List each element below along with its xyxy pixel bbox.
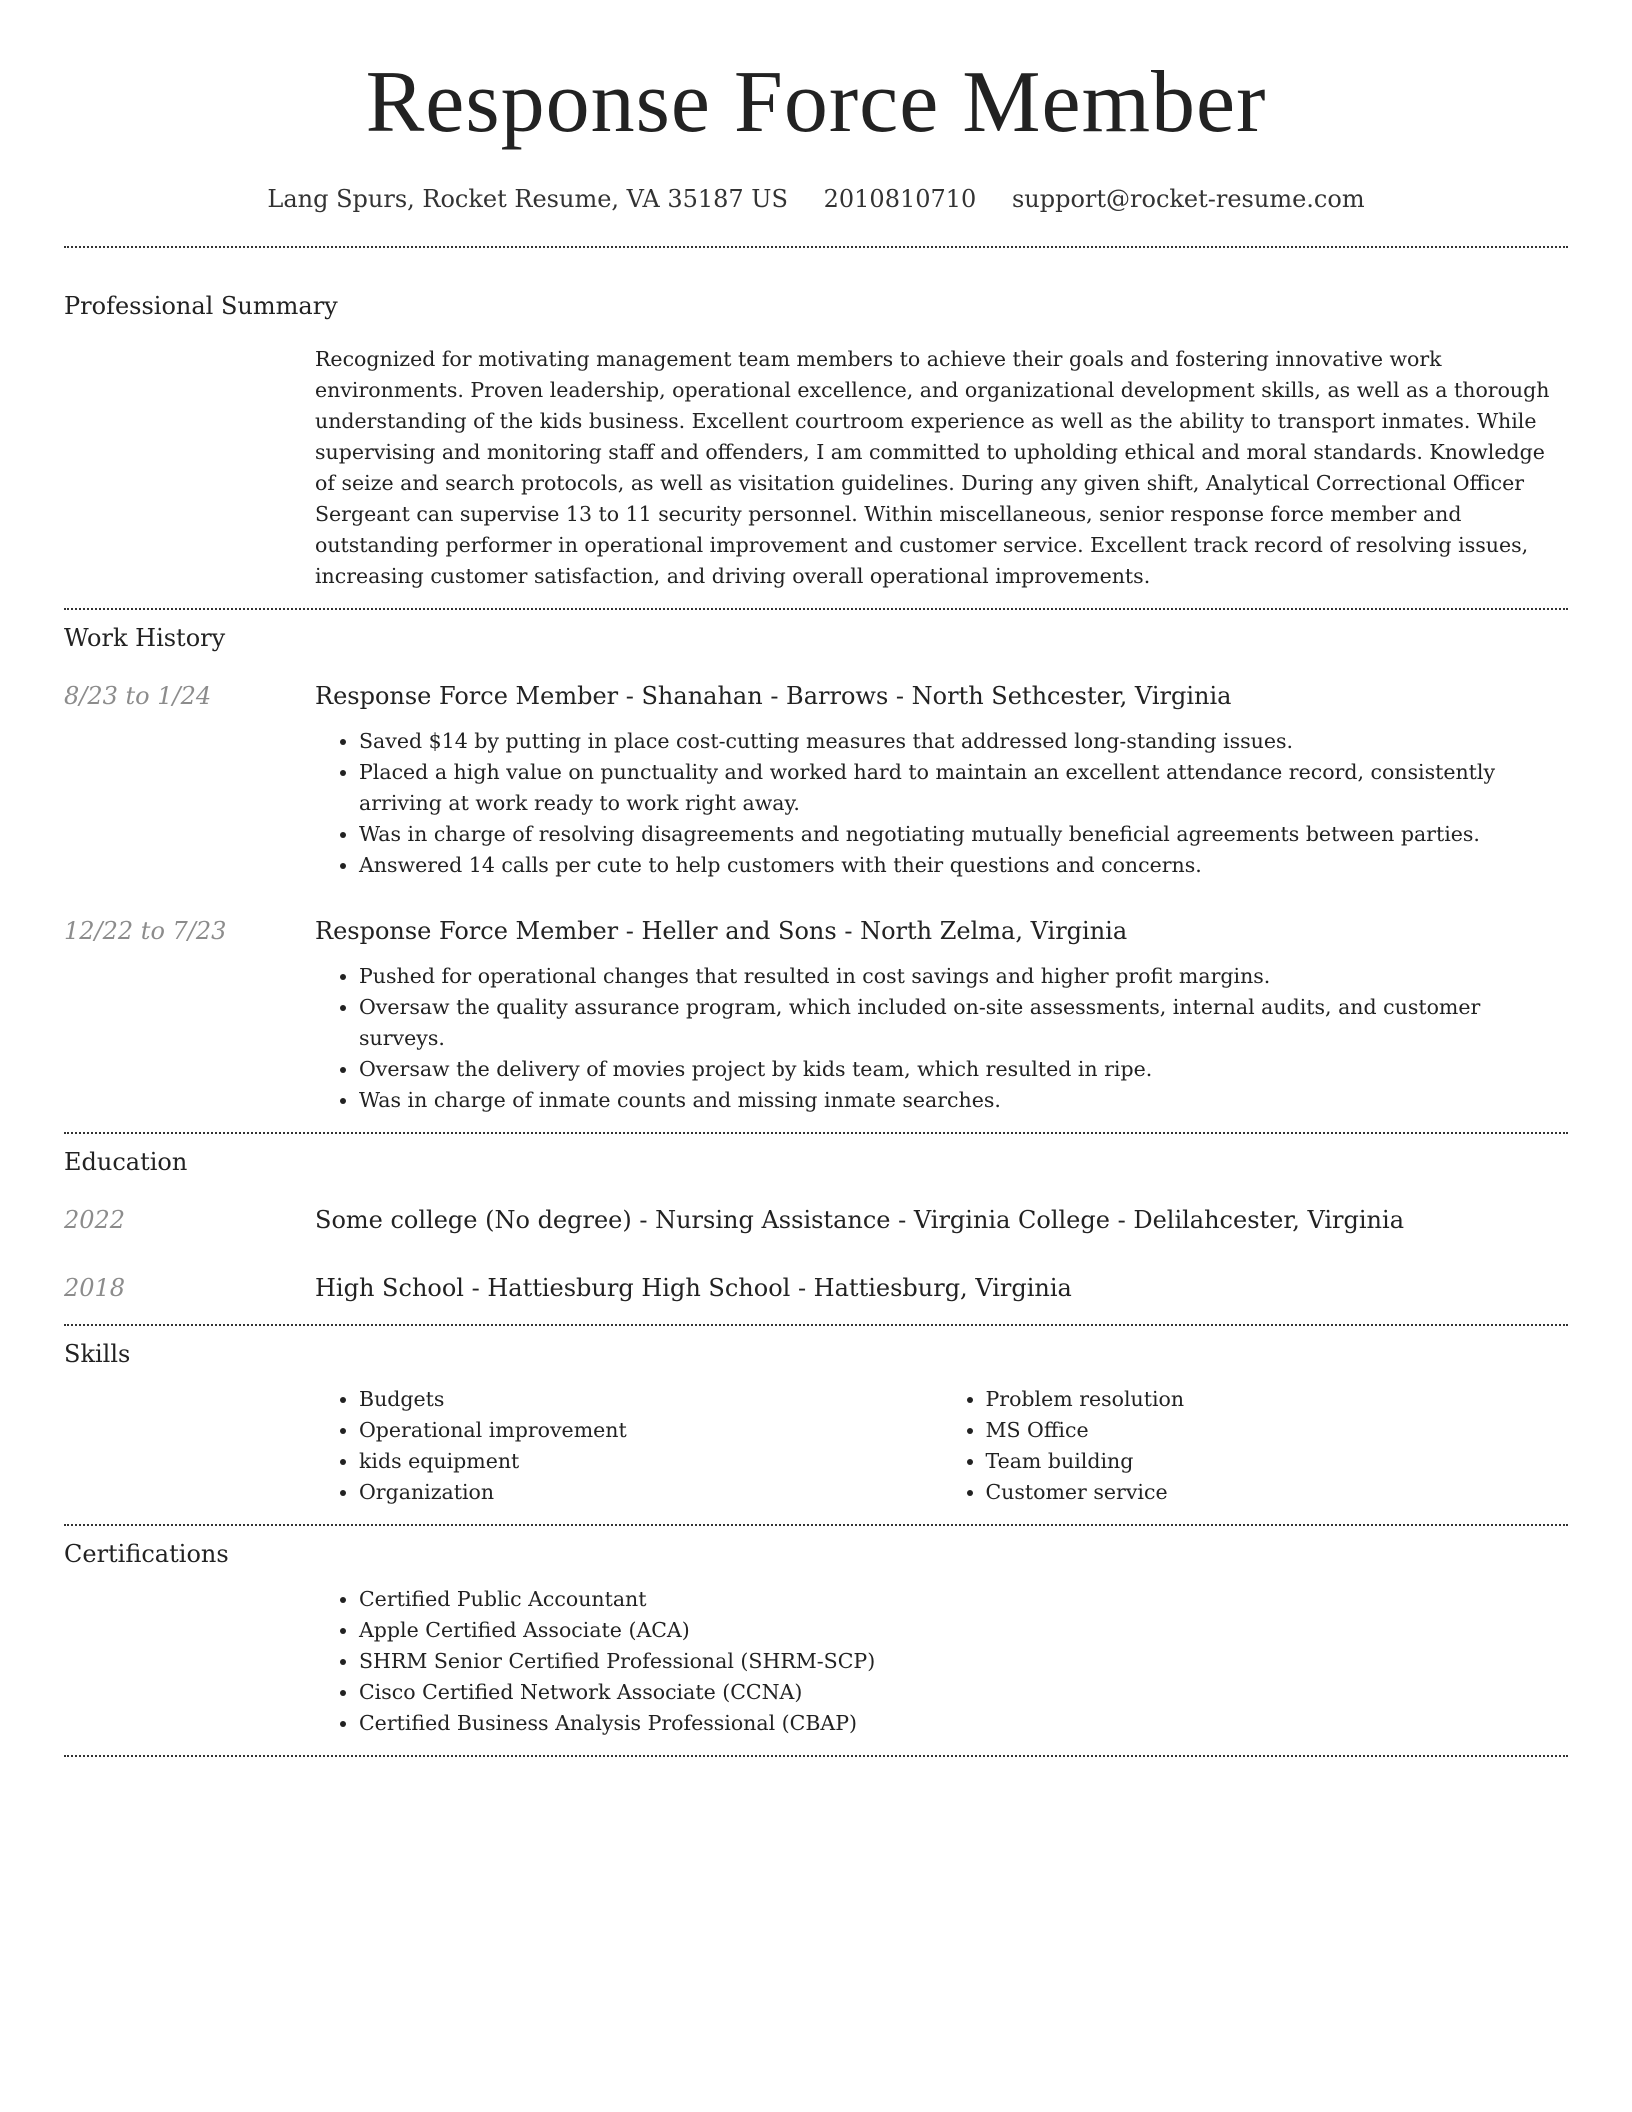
divider [64, 1324, 1568, 1326]
resume-name: Response Force Member [365, 54, 1267, 151]
education-year: 2022 [64, 1206, 126, 1234]
certifications-row [64, 1570, 1568, 1739]
job-role: Response Force Member [315, 917, 619, 945]
list-item: • Pushed for operational changes that resulted in cost savings and higher profit margins. [359, 961, 1568, 992]
work-section [64, 622, 1568, 1132]
divider [64, 1524, 1568, 1526]
education-degree: Some college (No degree) - Nursing Assistance [315, 1206, 891, 1234]
divider [64, 608, 1568, 610]
education-section [64, 1146, 1568, 1304]
list-item: • Oversaw the delivery of movies project by kids team, which resulted in ripe. [359, 1054, 1568, 1085]
job-dates: 8/23 to 1/24 [64, 682, 212, 710]
summary-spacer [64, 322, 315, 608]
skills-row [64, 1370, 1568, 1508]
list-item: • Certified Public Accountant [359, 1584, 1568, 1615]
certifications-spacer [64, 1570, 315, 1739]
list-item: • Budgets [359, 1384, 942, 1415]
job-details: - Shanahan - Barrows - North Sethcester, Virginia [618, 682, 1232, 710]
certifications-body [315, 1570, 1568, 1739]
job-heading [315, 680, 1568, 712]
summary-body [315, 322, 1568, 608]
list-item: • Was in charge of resolving disagreements and negotiating mutually beneficial agreements between parties. [359, 819, 1568, 850]
education-details: - Virginia College - Delilahcester, Virginia [890, 1206, 1404, 1234]
summary-row [64, 322, 1568, 608]
list-item: • Oversaw the quality assurance program, which included on-site assessments, internal audits, and customer surveys. [359, 992, 1568, 1054]
job-entry [64, 680, 1568, 881]
job-body [315, 915, 1568, 1132]
contact-email: support@rocket-resume.com [1011, 185, 1365, 213]
job-dates: 12/22 to 7/23 [64, 917, 227, 945]
list-item: • Organization [359, 1477, 942, 1508]
certifications-list [315, 1584, 1568, 1739]
list-item: • kids equipment [359, 1446, 942, 1477]
contact-address: Lang Spurs, Rocket Resume, VA 35187 US [267, 185, 788, 213]
list-item: • Apple Certified Associate (ACA) [359, 1615, 1568, 1646]
list-item: • SHRM Senior Certified Professional (SHRM-SCP) [359, 1646, 1568, 1677]
divider [64, 246, 1568, 248]
certifications-title: Certifications [64, 1540, 229, 1568]
education-entry [64, 1204, 1568, 1236]
list-item: • Team building [986, 1446, 1569, 1477]
education-title: Education [64, 1148, 188, 1176]
work-title: Work History [64, 624, 226, 652]
education-details: - Hattiesburg High School - Hattiesburg, Virginia [463, 1274, 1072, 1302]
divider [64, 1755, 1568, 1757]
list-item: • Customer service [986, 1477, 1569, 1508]
education-heading [315, 1204, 1568, 1236]
job-entry [64, 915, 1568, 1132]
list-item: • Placed a high value on punctuality and worked hard to maintain an excellent attendance record, consistently arriving at work ready to work right away. [359, 757, 1568, 819]
summary-text: Recognized for motivating management team members to achieve their goals and fostering innovative work environments. Proven leadership, operational excellence, and organizational development skills, as well as a thorough understanding of the kids business. Excellent courtroom experience as well as the ability to transport inmates. While supervising and monitoring staff and offenders, I am committed to upholding ethical and moral standards. Knowledge of seize and search protocols, as well as visitation guidelines. During any given shift, Analytical Correctional Officer Sergeant can supervise 13 to 11 security personnel. Within miscellaneous, senior response force member and outstanding performer in operational improvement and customer service. Excellent track record of resolving issues, increasing customer satisfaction, and driving overall operational improvements. [315, 347, 1550, 588]
job-bullets [315, 961, 1568, 1116]
list-item: • Operational improvement [359, 1415, 942, 1446]
list-item: • Certified Business Analysis Professional (CBAP) [359, 1708, 1568, 1739]
education-heading [315, 1272, 1568, 1304]
job-role: Response Force Member [315, 682, 619, 710]
summary-section [64, 290, 1568, 608]
skills-spacer [64, 1370, 315, 1508]
list-item: • Problem resolution [986, 1384, 1569, 1415]
job-body [315, 680, 1568, 881]
education-year: 2018 [64, 1274, 126, 1302]
education-entry [64, 1272, 1568, 1304]
skills-list-left [315, 1384, 942, 1508]
contact-line [64, 182, 1568, 216]
skills-section [64, 1338, 1568, 1508]
summary-title: Professional Summary [64, 292, 338, 320]
job-details: - Heller and Sons - North Zelma, Virginia [618, 917, 1128, 945]
certifications-section [64, 1538, 1568, 1739]
skills-columns [315, 1370, 1568, 1508]
skills-title: Skills [64, 1340, 131, 1368]
job-bullets [315, 726, 1568, 881]
list-item: • MS Office [986, 1415, 1569, 1446]
list-item: • Answered 14 calls per cute to help customers with their questions and concerns. [359, 850, 1568, 881]
list-item: • Cisco Certified Network Associate (CCNA) [359, 1677, 1568, 1708]
contact-phone: 2010810710 [823, 185, 977, 213]
job-heading [315, 915, 1568, 947]
list-item: • Was in charge of inmate counts and missing inmate searches. [359, 1085, 1568, 1116]
divider [64, 1132, 1568, 1134]
list-item: • Saved $14 by putting in place cost-cutting measures that addressed long-standing issues. [359, 726, 1568, 757]
education-degree: High School [315, 1274, 464, 1302]
skills-list-right [942, 1384, 1569, 1508]
